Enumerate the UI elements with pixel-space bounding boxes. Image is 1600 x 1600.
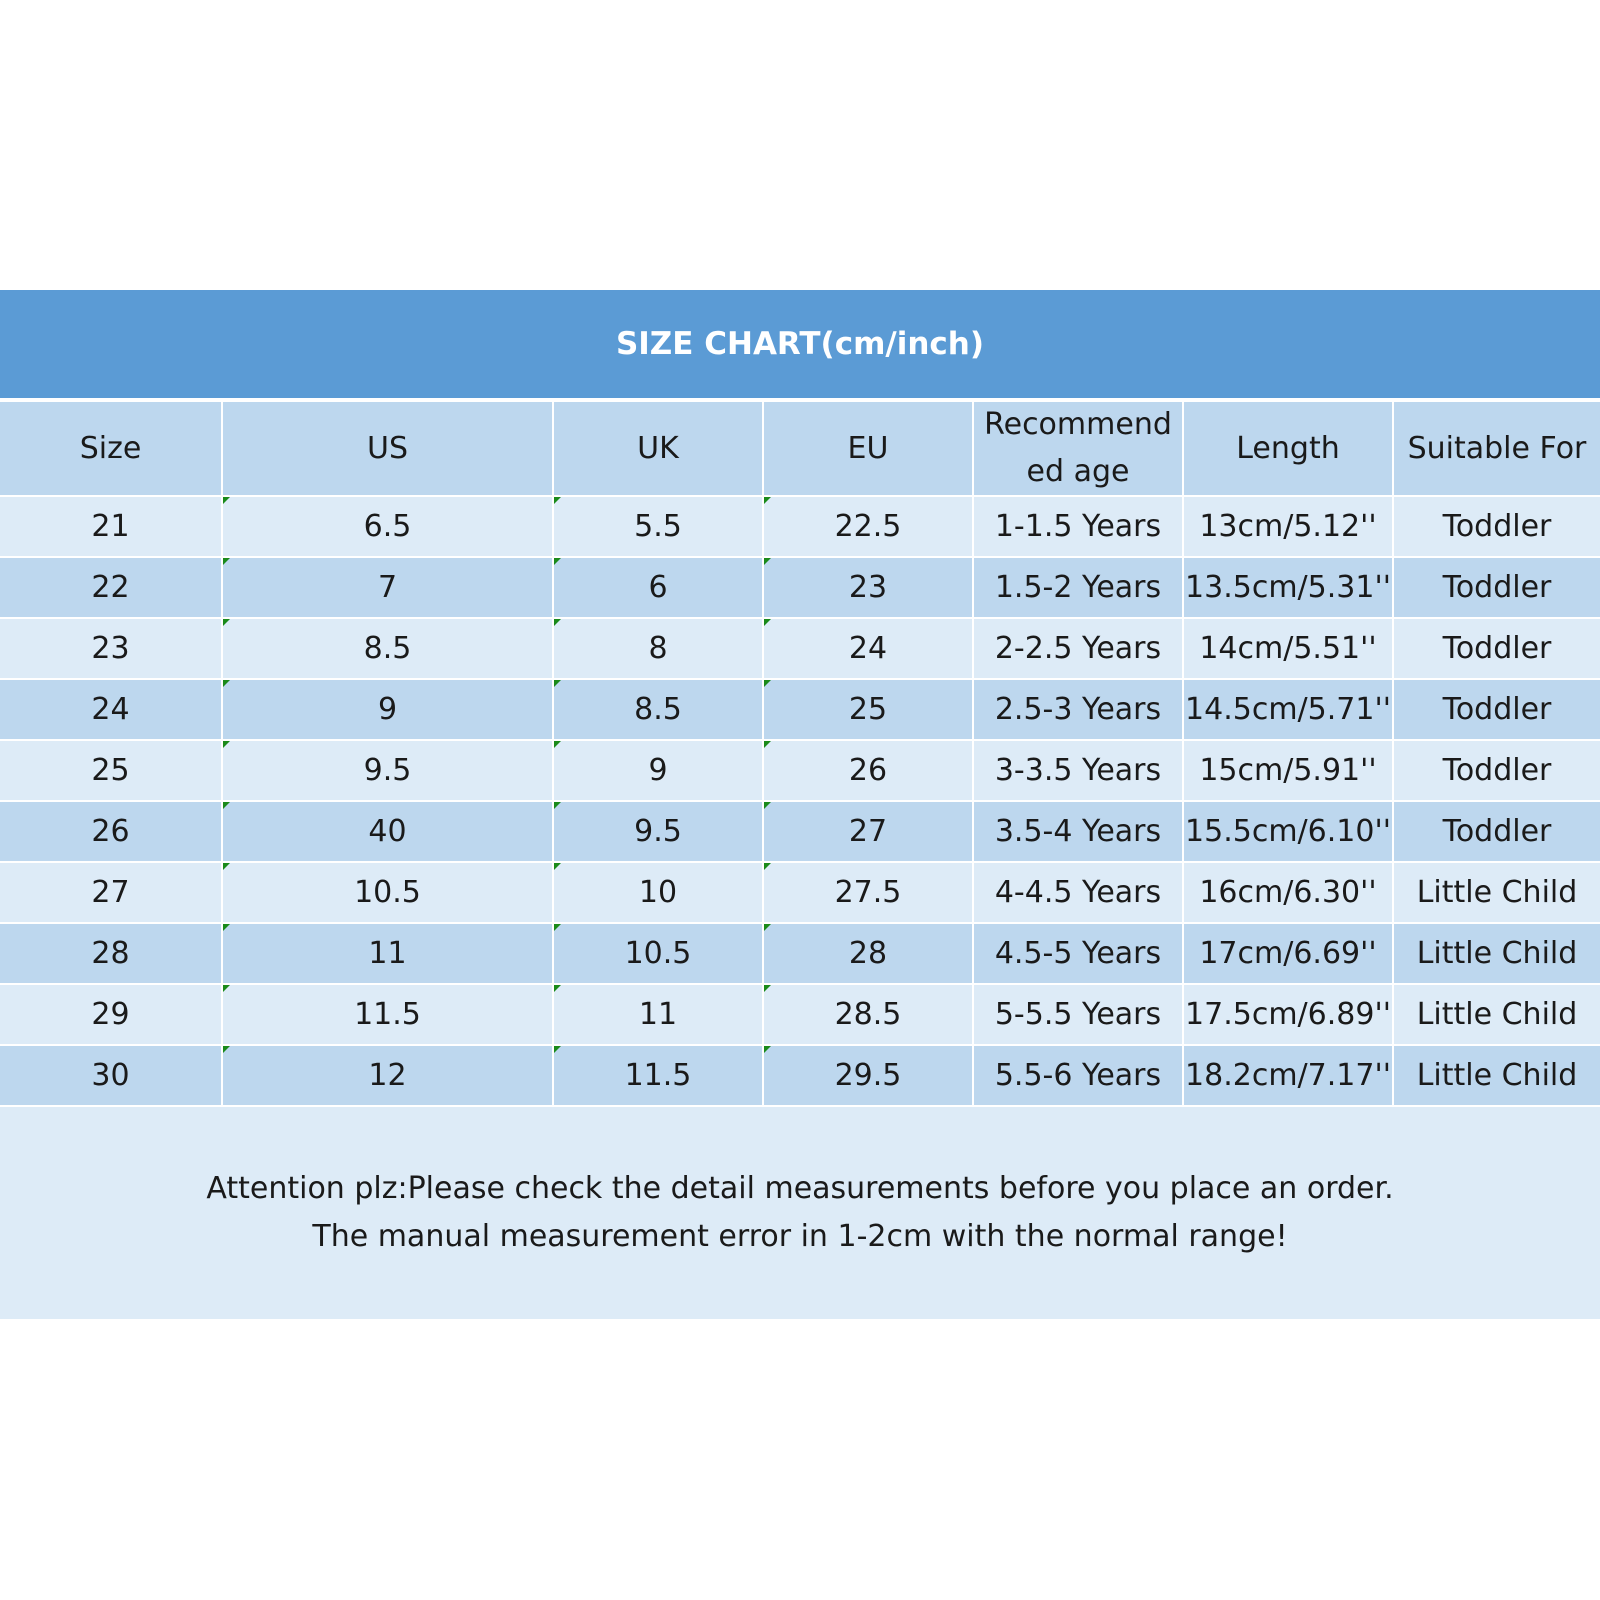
cell-recommended-age: 5-5.5 Years [973, 984, 1183, 1045]
cell-size: 22 [0, 557, 222, 618]
cell-length: 14.5cm/5.71'' [1183, 679, 1393, 740]
cell-suitable-for: Toddler [1393, 496, 1600, 557]
cell-uk: 10 [553, 862, 763, 923]
cell-recommended-age: 2-2.5 Years [973, 618, 1183, 679]
cell-uk: 9 [553, 740, 763, 801]
cell-us: 8.5 [222, 618, 553, 679]
cell-length: 15.5cm/6.10'' [1183, 801, 1393, 862]
cell-us: 9.5 [222, 740, 553, 801]
cell-recommended-age: 3-3.5 Years [973, 740, 1183, 801]
cell-uk: 11 [553, 984, 763, 1045]
header-length: Length [1183, 402, 1393, 496]
cell-uk: 8 [553, 618, 763, 679]
cell-eu: 29.5 [763, 1045, 973, 1106]
cell-suitable-for: Toddler [1393, 679, 1600, 740]
cell-uk: 5.5 [553, 496, 763, 557]
cell-suitable-for: Little Child [1393, 923, 1600, 984]
cell-recommended-age: 4-4.5 Years [973, 862, 1183, 923]
cell-length: 17.5cm/6.89'' [1183, 984, 1393, 1045]
cell-suitable-for: Toddler [1393, 740, 1600, 801]
cell-uk: 8.5 [553, 679, 763, 740]
cell-uk: 10.5 [553, 923, 763, 984]
cell-size: 24 [0, 679, 222, 740]
cell-us: 40 [222, 801, 553, 862]
cell-recommended-age: 3.5-4 Years [973, 801, 1183, 862]
cell-uk: 11.5 [553, 1045, 763, 1106]
cell-us: 7 [222, 557, 553, 618]
table-row [0, 557, 1600, 618]
cell-eu: 22.5 [763, 496, 973, 557]
table-row [0, 801, 1600, 862]
cell-length: 17cm/6.69'' [1183, 923, 1393, 984]
cell-eu: 25 [763, 679, 973, 740]
table-row [0, 740, 1600, 801]
cell-recommended-age: 4.5-5 Years [973, 923, 1183, 984]
cell-eu: 26 [763, 740, 973, 801]
cell-us: 12 [222, 1045, 553, 1106]
cell-recommended-age: 1.5-2 Years [973, 557, 1183, 618]
cell-us: 10.5 [222, 862, 553, 923]
attention-note [0, 1107, 1600, 1319]
cell-eu: 28.5 [763, 984, 973, 1045]
table-row [0, 679, 1600, 740]
cell-us: 9 [222, 679, 553, 740]
cell-length: 13cm/5.12'' [1183, 496, 1393, 557]
table-row [0, 923, 1600, 984]
cell-size: 26 [0, 801, 222, 862]
cell-us: 11 [222, 923, 553, 984]
cell-suitable-for: Toddler [1393, 618, 1600, 679]
cell-suitable-for: Toddler [1393, 557, 1600, 618]
cell-length: 13.5cm/5.31'' [1183, 557, 1393, 618]
cell-size: 27 [0, 862, 222, 923]
cell-length: 14cm/5.51'' [1183, 618, 1393, 679]
cell-size: 23 [0, 618, 222, 679]
header-row [0, 402, 1600, 496]
header-uk: UK [553, 402, 763, 496]
cell-eu: 27 [763, 801, 973, 862]
cell-suitable-for: Little Child [1393, 1045, 1600, 1106]
cell-us: 6.5 [222, 496, 553, 557]
cell-size: 29 [0, 984, 222, 1045]
cell-eu: 24 [763, 618, 973, 679]
cell-length: 15cm/5.91'' [1183, 740, 1393, 801]
header-recommended-age: Recommended age [973, 402, 1183, 496]
note-line-2: The manual measurement error in 1-2cm with the normal range! [312, 1219, 1288, 1254]
cell-suitable-for: Little Child [1393, 862, 1600, 923]
cell-uk: 9.5 [553, 801, 763, 862]
cell-recommended-age: 5.5-6 Years [973, 1045, 1183, 1106]
chart-title: SIZE CHART(cm/inch) [0, 290, 1600, 402]
cell-size: 21 [0, 496, 222, 557]
table-header [0, 402, 1600, 496]
cell-suitable-for: Toddler [1393, 801, 1600, 862]
cell-eu: 23 [763, 557, 973, 618]
table-row [0, 618, 1600, 679]
cell-size: 25 [0, 740, 222, 801]
header-size: Size [0, 402, 222, 496]
table-row [0, 862, 1600, 923]
cell-suitable-for: Little Child [1393, 984, 1600, 1045]
cell-length: 18.2cm/7.17'' [1183, 1045, 1393, 1106]
size-chart [0, 290, 1600, 1319]
cell-eu: 28 [763, 923, 973, 984]
table-row [0, 984, 1600, 1045]
header-eu: EU [763, 402, 973, 496]
size-table [0, 402, 1600, 1107]
cell-recommended-age: 1-1.5 Years [973, 496, 1183, 557]
table-row [0, 496, 1600, 557]
table-row [0, 1045, 1600, 1106]
cell-uk: 6 [553, 557, 763, 618]
table-body [0, 496, 1600, 1106]
header-suitable-for: Suitable For [1393, 402, 1600, 496]
cell-recommended-age: 2.5-3 Years [973, 679, 1183, 740]
cell-size: 28 [0, 923, 222, 984]
cell-eu: 27.5 [763, 862, 973, 923]
cell-length: 16cm/6.30'' [1183, 862, 1393, 923]
header-us: US [222, 402, 553, 496]
cell-us: 11.5 [222, 984, 553, 1045]
note-line-1: Attention plz:Please check the detail measurements before you place an order. [206, 1171, 1394, 1206]
cell-size: 30 [0, 1045, 222, 1106]
